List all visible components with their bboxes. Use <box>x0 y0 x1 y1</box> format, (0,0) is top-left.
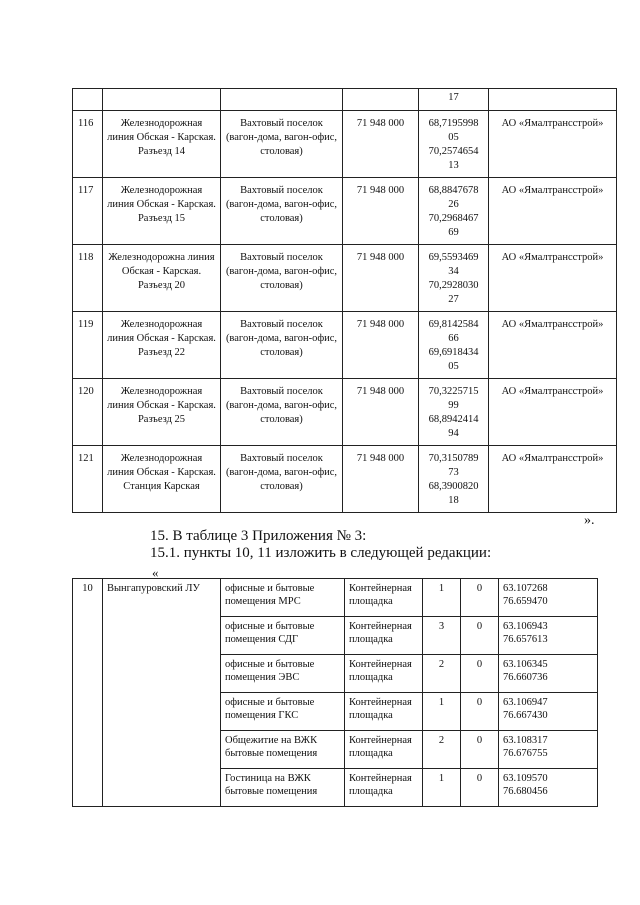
site-type: Контейнерная площадка <box>345 617 423 655</box>
latitude-value-cont: 26 <box>448 199 459 210</box>
location-name: Железнодорожная линия Обская - Карская. Разъезд 15 <box>103 178 221 245</box>
oktmo-code: 71 948 000 <box>343 178 419 245</box>
location-name: Железнодорожная линия Обская - Карская. Разъезд 22 <box>103 312 221 379</box>
location-name: Железнодорожна линия Обская - Карская. Разъезд 20 <box>103 245 221 312</box>
planned-count: 0 <box>461 693 499 731</box>
oktmo-code: 71 948 000 <box>343 111 419 178</box>
coordinates-cell <box>499 579 598 617</box>
table-row <box>73 579 598 617</box>
latitude-value-cont: 05 <box>448 132 459 143</box>
planned-count: 0 <box>461 617 499 655</box>
coordinates-cell <box>499 731 598 769</box>
object-name: офисные и бытовые помещения МРС <box>221 579 345 617</box>
oktmo-code: 71 948 000 <box>343 379 419 446</box>
container-count: 2 <box>423 731 461 769</box>
organization-name: АО «Ямалтрансстрой» <box>489 178 617 245</box>
latitude-value: 69,8142584 <box>428 319 479 330</box>
row-number: 116 <box>73 111 103 178</box>
planned-count: 0 <box>461 769 499 807</box>
container-count: 2 <box>423 655 461 693</box>
row-number: 119 <box>73 312 103 379</box>
longitude-value: 68,8942414 <box>428 414 479 425</box>
object-name: Общежитие на ВЖК бытовые помещения <box>221 731 345 769</box>
organization-name: АО «Ямалтрансстрой» <box>489 312 617 379</box>
paragraph-15-1: 15.1. пункты 10, 11 изложить в следующей редакции: <box>150 545 492 561</box>
paragraph-15: 15. В таблице 3 Приложения № 3: <box>150 528 367 544</box>
longitude-value: 76.667430 <box>503 710 548 721</box>
longitude-value-cont: 18 <box>448 495 459 506</box>
latitude-value: 63.106947 <box>503 697 548 708</box>
object-name: офисные и бытовые помещения СДГ <box>221 617 345 655</box>
coord-cell: 17 <box>419 89 489 111</box>
table-row <box>73 312 617 379</box>
organization-name: АО «Ямалтрансстрой» <box>489 446 617 513</box>
longitude-value: 70,2968467 <box>428 213 479 224</box>
field-name: Вынгапуровский ЛУ <box>103 579 221 807</box>
latitude-value: 69,5593469 <box>428 252 479 263</box>
latitude-value: 63.109570 <box>503 773 548 784</box>
longitude-value-cont: 05 <box>448 361 459 372</box>
longitude-value: 69,6918434 <box>428 347 479 358</box>
latitude-value: 70,3225715 <box>428 386 479 397</box>
object-type: Вахтовый поселок (вагон-дома, вагон-офис, столовая) <box>221 312 343 379</box>
coordinates-cell <box>499 617 598 655</box>
location-name: Железнодорожная линия Обская - Карская. Станция Карская <box>103 446 221 513</box>
latitude-value: 63.108317 <box>503 735 548 746</box>
longitude-value-cont: 94 <box>448 428 459 439</box>
table-row <box>73 245 617 312</box>
object-name: Гостиница на ВЖК бытовые помещения <box>221 769 345 807</box>
item-number: 10 <box>73 579 103 807</box>
opening-quote: « <box>152 565 159 580</box>
object-name: офисные и бытовые помещения ЭВС <box>221 655 345 693</box>
site-type: Контейнерная площадка <box>345 769 423 807</box>
site-type: Контейнерная площадка <box>345 731 423 769</box>
latitude-value-cont: 73 <box>448 467 459 478</box>
organization-name: АО «Ямалтрансстрой» <box>489 245 617 312</box>
coordinates-cell <box>419 178 489 245</box>
coordinates-cell <box>419 111 489 178</box>
oktmo-code: 71 948 000 <box>343 446 419 513</box>
longitude-value: 70,2574654 <box>428 146 479 157</box>
object-type: Вахтовый поселок (вагон-дома, вагон-офис, столовая) <box>221 178 343 245</box>
container-count: 1 <box>423 693 461 731</box>
longitude-value-cont: 69 <box>448 227 459 238</box>
site-type: Контейнерная площадка <box>345 655 423 693</box>
coordinates-cell <box>419 379 489 446</box>
latitude-value-cont: 66 <box>448 333 459 344</box>
latitude-value: 70,3150789 <box>428 453 479 464</box>
longitude-value: 76.660736 <box>503 672 548 683</box>
row-number: 121 <box>73 446 103 513</box>
site-type: Контейнерная площадка <box>345 693 423 731</box>
row-number: 118 <box>73 245 103 312</box>
coordinates-cell <box>499 655 598 693</box>
container-count: 1 <box>423 579 461 617</box>
location-name: Железнодорожная линия Обская - Карская. Разъезд 14 <box>103 111 221 178</box>
latitude-value: 68,8847678 <box>428 185 479 196</box>
longitude-value-cont: 27 <box>448 294 459 305</box>
oktmo-code: 71 948 000 <box>343 312 419 379</box>
table-header-row <box>73 89 617 111</box>
longitude-value: 70,2928030 <box>428 280 479 291</box>
longitude-value: 76.676755 <box>503 748 548 759</box>
longitude-value: 76.659470 <box>503 596 548 607</box>
object-type: Вахтовый поселок (вагон-дома, вагон-офис, столовая) <box>221 111 343 178</box>
latitude-value: 63.106943 <box>503 621 548 632</box>
table-row <box>73 178 617 245</box>
site-type: Контейнерная площадка <box>345 579 423 617</box>
object-type: Вахтовый поселок (вагон-дома, вагон-офис, столовая) <box>221 245 343 312</box>
table-row <box>73 111 617 178</box>
object-type: Вахтовый поселок (вагон-дома, вагон-офис, столовая) <box>221 379 343 446</box>
latitude-value: 63.106345 <box>503 659 548 670</box>
coordinates-cell <box>499 693 598 731</box>
coordinates-cell <box>499 769 598 807</box>
longitude-value-cont: 13 <box>448 160 459 171</box>
latitude-value: 63.107268 <box>503 583 548 594</box>
object-name: офисные и бытовые помещения ГКС <box>221 693 345 731</box>
location-name: Железнодорожная линия Обская - Карская. Разъезд 25 <box>103 379 221 446</box>
latitude-value-cont: 34 <box>448 266 459 277</box>
coordinates-cell <box>419 446 489 513</box>
longitude-value: 76.680456 <box>503 786 548 797</box>
organization-name: АО «Ямалтрансстрой» <box>489 111 617 178</box>
container-count: 3 <box>423 617 461 655</box>
row-number: 120 <box>73 379 103 446</box>
table-row <box>73 446 617 513</box>
object-type: Вахтовый поселок (вагон-дома, вагон-офис, столовая) <box>221 446 343 513</box>
organization-name: АО «Ямалтрансстрой» <box>489 379 617 446</box>
planned-count: 0 <box>461 579 499 617</box>
closing-quote: ». <box>584 513 595 528</box>
planned-count: 0 <box>461 655 499 693</box>
coordinates-cell <box>419 245 489 312</box>
table-row <box>73 379 617 446</box>
longitude-value: 76.657613 <box>503 634 548 645</box>
oktmo-code: 71 948 000 <box>343 245 419 312</box>
planned-count: 0 <box>461 731 499 769</box>
longitude-value: 68,3900820 <box>428 481 479 492</box>
objects-table <box>72 88 617 513</box>
latitude-value: 68,7195998 <box>428 118 479 129</box>
coordinates-cell <box>419 312 489 379</box>
latitude-value-cont: 99 <box>448 400 459 411</box>
waste-sites-table <box>72 578 598 807</box>
row-number: 117 <box>73 178 103 245</box>
container-count: 1 <box>423 769 461 807</box>
